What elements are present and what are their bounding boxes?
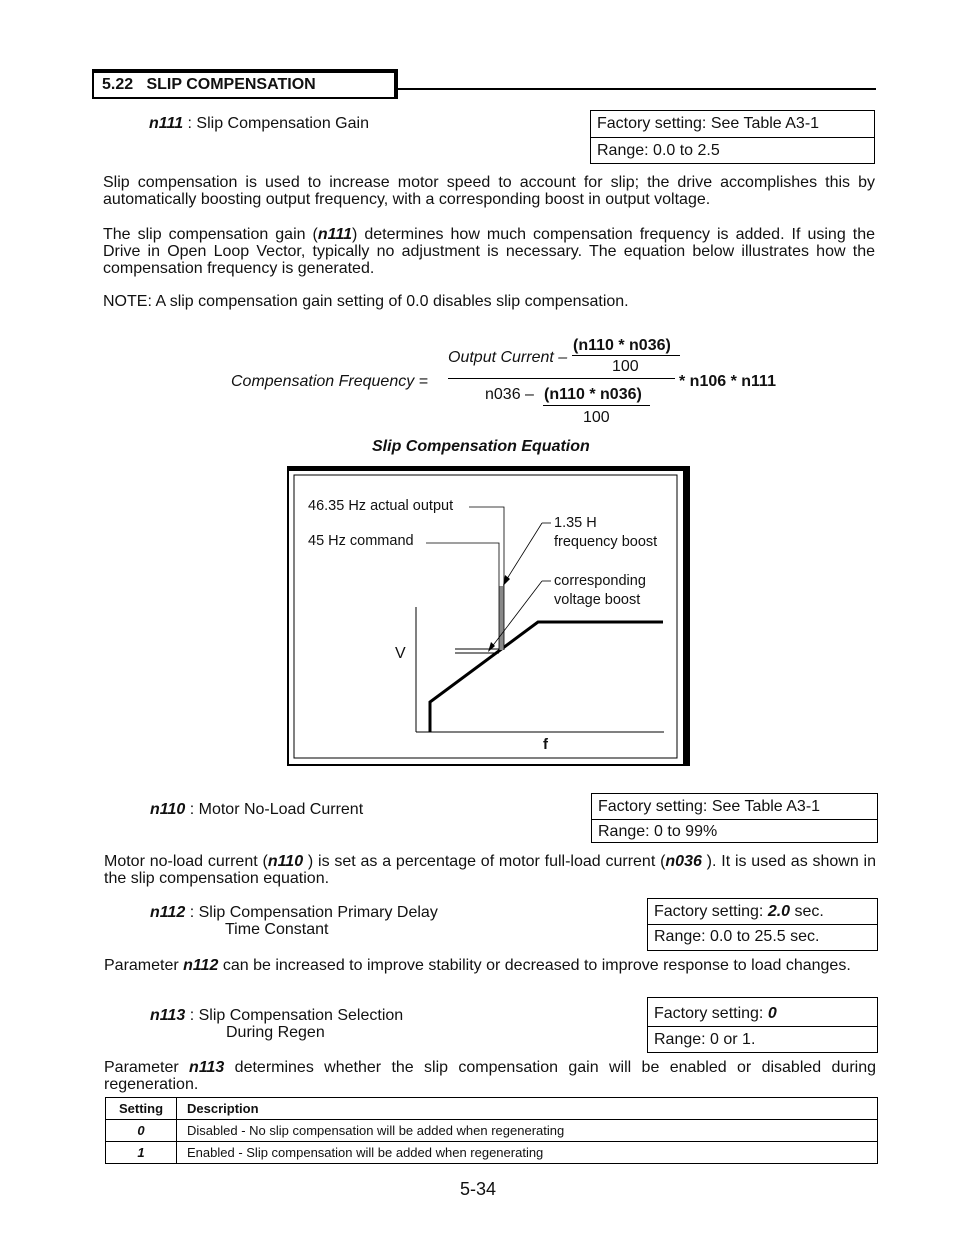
axis-label-f: f (543, 736, 548, 753)
table-header-row (106, 1098, 878, 1120)
param-n113-title: n113 : Slip Compensation Selection During Regen (150, 1007, 404, 1041)
settings-table (105, 1097, 878, 1164)
param-code: n111 (317, 226, 352, 243)
param-code: n110 (150, 801, 186, 818)
param-n112-title: n112 : Slip Compensation Primary Delay Time Constant (150, 904, 438, 938)
section-rule (398, 88, 876, 90)
label-volt-boost-1: corresponding (554, 573, 646, 589)
equation-lhs: Compensation Frequency = (231, 373, 428, 390)
paragraph-5: Parameter n113 determines whether the slip compensation gain will be enabled or disabled during regeneration. (104, 1059, 876, 1093)
range: Range: 0.0 to 2.5 (591, 137, 874, 163)
frequency-boost-bar (499, 586, 504, 650)
table-header-setting: Setting (106, 1098, 177, 1120)
paragraph-2: The slip compensation gain (n111) determines how much compensation frequency is added. If using the Drive in Open Loop Vector, typically no adjustment is necessary. The equation below illustrates how the compensation frequency is generated. (103, 226, 875, 277)
label-freq-boost-2: frequency boost (554, 534, 658, 550)
param-n110-settings-box (591, 793, 878, 843)
equation-den-frac-bottom: 100 (583, 409, 610, 426)
paragraph-1: Slip compensation is used to increase motor speed to account for slip; the drive accomplishes this by automatically boosting output frequency, with a corresponding boost in output voltage. (103, 174, 875, 208)
range: Range: 0 or 1. (648, 1026, 877, 1052)
equation-rhs: * n106 * n111 (679, 373, 776, 390)
table-cell-description: Disabled - No slip compensation will be added when regenerating (177, 1120, 878, 1142)
factory-setting: Factory setting: See Table A3-1 (597, 115, 820, 132)
note: NOTE: A slip compensation gain setting of 0.0 disables slip compensation. (103, 293, 629, 310)
param-code: n036 (665, 853, 702, 870)
vf-curve (430, 622, 663, 732)
command-leader (426, 543, 499, 650)
table-cell-setting: 0 (106, 1120, 177, 1142)
section-title: SLIP COMPENSATION (146, 76, 316, 93)
table-row (106, 1142, 878, 1164)
factory-setting: Factory setting: 2.0 sec. (654, 903, 824, 920)
param-n111-settings-box (590, 110, 875, 164)
table-cell-setting: 1 (106, 1142, 177, 1164)
label-volt-boost-2: voltage boost (554, 592, 641, 608)
equation-caption: Slip Compensation Equation (372, 438, 590, 455)
equation-num-frac-bar (572, 355, 680, 356)
paragraph-4: Parameter n112 can be increased to improve stability or decreased to improve response to load changes. (104, 957, 851, 974)
table-cell-description: Enabled - Slip compensation will be added when regenerating (177, 1142, 878, 1164)
range: Range: 0 to 99% (592, 819, 877, 842)
table-header-description: Description (177, 1098, 878, 1120)
equation-denominator-text: n036 – (485, 386, 534, 403)
equation-main-fraction-bar (448, 378, 675, 379)
param-n113-settings-box (647, 997, 878, 1053)
vf-graph (287, 466, 692, 768)
section-header (92, 69, 398, 99)
label-command: 45 Hz command (308, 533, 414, 549)
param-code: n111 (149, 115, 184, 132)
param-code: n113 (150, 1007, 186, 1024)
paragraph-3: Motor no-load current (n110 ) is set as a percentage of motor full-load current (n036 ). It is used as shown in the slip compensation equation. (104, 853, 877, 887)
equation-num-frac-top: (n110 * n036) (573, 337, 671, 354)
label-freq-boost-1: 1.35 H (554, 515, 597, 531)
page-number: 5-34 (460, 1179, 497, 1199)
param-n110-title: n110 : Motor No-Load Current (150, 801, 364, 818)
param-code: n112 (150, 904, 186, 921)
equation-num-frac-bottom: 100 (612, 358, 639, 375)
section-number: 5.22 (102, 76, 134, 93)
param-n112-settings-box (647, 898, 878, 951)
factory-setting: Factory setting: 0 (654, 1005, 777, 1022)
equation-den-frac-bar (543, 405, 650, 406)
equation-den-frac-top: (n110 * n036) (544, 386, 642, 403)
range: Range: 0.0 to 25.5 sec. (648, 924, 877, 950)
equation-numerator-text: Output Current – (448, 349, 568, 366)
factory-setting: Factory setting: See Table A3-1 (598, 798, 821, 815)
param-code: n113 (189, 1059, 225, 1076)
table-row (106, 1120, 878, 1142)
axis-label-v: V (395, 645, 406, 662)
label-actual-output: 46.35 Hz actual output (308, 498, 454, 514)
param-code: n112 (183, 957, 219, 974)
param-n111-title: n111 : Slip Compensation Gain (149, 115, 369, 132)
param-code: n110 (267, 853, 304, 870)
